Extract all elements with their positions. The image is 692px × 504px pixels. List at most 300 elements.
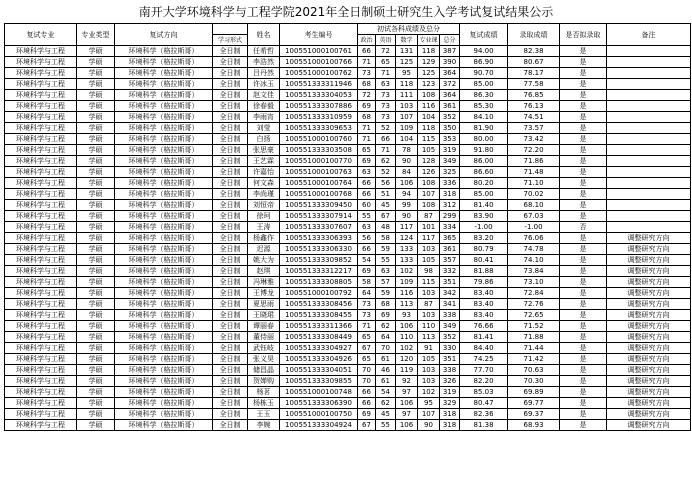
cell-remarks — [607, 57, 691, 68]
cell-major: 环境科学与工程 — [5, 189, 77, 200]
cell-direction: 环境科学（格拉斯哥） — [115, 310, 213, 321]
cell-major: 环境科学与工程 — [5, 376, 77, 387]
header-math: 数学 — [396, 35, 418, 46]
cell-mode: 全日制 — [213, 420, 248, 431]
header-name: 姓名 — [248, 24, 280, 46]
cell-professional: 105 — [418, 354, 440, 365]
cell-retest-score: -1.00 — [460, 222, 508, 233]
table-row — [5, 244, 691, 255]
cell-remarks — [607, 167, 691, 178]
cell-math: 94 — [396, 189, 418, 200]
cell-type: 学硕 — [77, 376, 115, 387]
cell-type: 学硕 — [77, 123, 115, 134]
cell-professional: 128 — [418, 156, 440, 167]
cell-mode: 全日制 — [213, 178, 248, 189]
cell-name: 王晓珺 — [248, 310, 280, 321]
cell-remarks — [607, 189, 691, 200]
table-row — [5, 266, 691, 277]
cell-professional: 103 — [418, 376, 440, 387]
cell-professional: 91 — [418, 343, 440, 354]
cell-politics: 69 — [358, 101, 376, 112]
cell-student-id: 100551000100763 — [280, 167, 358, 178]
header-admission: 录取成绩 — [508, 24, 560, 46]
cell-name: 吕丹然 — [248, 68, 280, 79]
cell-admitted: 是 — [560, 79, 607, 90]
cell-mode: 全日制 — [213, 299, 248, 310]
cell-politics: 68 — [358, 79, 376, 90]
cell-politics: 65 — [358, 332, 376, 343]
cell-math: 106 — [396, 398, 418, 409]
cell-admission-score: 70.02 — [508, 189, 560, 200]
cell-mode: 全日制 — [213, 222, 248, 233]
cell-remarks — [607, 200, 691, 211]
cell-total: 349 — [440, 156, 460, 167]
cell-direction: 环境科学（格拉斯哥） — [115, 420, 213, 431]
cell-direction: 环境科学（格拉斯哥） — [115, 222, 213, 233]
cell-student-id: 100551333309450 — [280, 200, 358, 211]
cell-student-id: 100551000100748 — [280, 387, 358, 398]
cell-name: 王涛 — [248, 222, 280, 233]
cell-admitted: 是 — [560, 123, 607, 134]
cell-english: 69 — [376, 310, 396, 321]
cell-admitted: 是 — [560, 145, 607, 156]
cell-admission-score: 72.84 — [508, 288, 560, 299]
cell-retest-score: 80.20 — [460, 178, 508, 189]
cell-mode: 全日制 — [213, 68, 248, 79]
cell-type: 学硕 — [77, 101, 115, 112]
cell-major: 环境科学与工程 — [5, 200, 77, 211]
cell-remarks: 调整研究方向 — [607, 420, 691, 431]
cell-type: 学硕 — [77, 420, 115, 431]
cell-name: 李尚瑾 — [248, 189, 280, 200]
cell-remarks — [607, 90, 691, 101]
cell-retest-score: 84.40 — [460, 343, 508, 354]
cell-major: 环境科学与工程 — [5, 365, 77, 376]
cell-professional: 110 — [418, 321, 440, 332]
cell-politics: 58 — [358, 277, 376, 288]
cell-admitted: 是 — [560, 46, 607, 57]
cell-remarks: 调整研究方向 — [607, 255, 691, 266]
cell-professional: 105 — [418, 255, 440, 266]
cell-admitted: 是 — [560, 277, 607, 288]
cell-total: 341 — [440, 299, 460, 310]
table-row — [5, 68, 691, 79]
cell-english: 52 — [376, 123, 396, 134]
cell-name: 杨鑫作 — [248, 233, 280, 244]
cell-total: 364 — [440, 68, 460, 79]
table-row — [5, 409, 691, 420]
table-row — [5, 79, 691, 90]
cell-admitted: 是 — [560, 288, 607, 299]
header-english: 英语 — [376, 35, 396, 46]
cell-name: 任希哲 — [248, 46, 280, 57]
cell-professional: 87 — [418, 299, 440, 310]
cell-remarks — [607, 134, 691, 145]
cell-major: 环境科学与工程 — [5, 211, 77, 222]
cell-professional: 102 — [418, 387, 440, 398]
cell-name: 王艺霖 — [248, 156, 280, 167]
cell-retest-score: 81.40 — [460, 200, 508, 211]
cell-type: 学硕 — [77, 46, 115, 57]
cell-english: 58 — [376, 233, 396, 244]
cell-professional: 118 — [418, 46, 440, 57]
cell-retest-score: 83.20 — [460, 233, 508, 244]
cell-total: 361 — [440, 244, 460, 255]
cell-politics: 56 — [358, 233, 376, 244]
cell-english: 59 — [376, 244, 396, 255]
cell-direction: 环境科学（格拉斯哥） — [115, 189, 213, 200]
cell-major: 环境科学与工程 — [5, 266, 77, 277]
header-mode: 学习形式 — [213, 35, 248, 46]
cell-math: 110 — [396, 332, 418, 343]
cell-retest-score: 80.79 — [460, 244, 508, 255]
cell-english: 73 — [376, 112, 396, 123]
cell-student-id: 100551333311946 — [280, 79, 358, 90]
cell-english: 73 — [376, 90, 396, 101]
cell-mode: 全日制 — [213, 244, 248, 255]
cell-name: 谭丽春 — [248, 321, 280, 332]
cell-student-id: 100551333304924 — [280, 420, 358, 431]
cell-student-id: 100551333310959 — [280, 112, 358, 123]
cell-english: 72 — [376, 46, 396, 57]
cell-name: 夏思雨 — [248, 299, 280, 310]
cell-remarks — [607, 123, 691, 134]
cell-math: 97 — [396, 409, 418, 420]
cell-admitted: 是 — [560, 211, 607, 222]
table-row — [5, 156, 691, 167]
cell-admitted: 是 — [560, 332, 607, 343]
cell-admission-score: 71.48 — [508, 167, 560, 178]
cell-mode: 全日制 — [213, 134, 248, 145]
cell-professional: 107 — [418, 409, 440, 420]
cell-admitted: 是 — [560, 101, 607, 112]
cell-mode: 全日制 — [213, 255, 248, 266]
cell-name: 赵文佳 — [248, 90, 280, 101]
cell-retest-score: 91.80 — [460, 145, 508, 156]
cell-major: 环境科学与工程 — [5, 321, 77, 332]
cell-type: 学硕 — [77, 211, 115, 222]
cell-mode: 全日制 — [213, 310, 248, 321]
cell-major: 环境科学与工程 — [5, 288, 77, 299]
cell-politics: 54 — [358, 255, 376, 266]
cell-admission-score: 72.76 — [508, 299, 560, 310]
cell-student-id: 100551000100760 — [280, 134, 358, 145]
cell-remarks — [607, 68, 691, 79]
cell-student-id: 100551000100768 — [280, 189, 358, 200]
cell-type: 学硕 — [77, 189, 115, 200]
cell-major: 环境科学与工程 — [5, 277, 77, 288]
cell-politics: 65 — [358, 354, 376, 365]
table-row — [5, 398, 691, 409]
cell-mode: 全日制 — [213, 343, 248, 354]
cell-remarks — [607, 101, 691, 112]
cell-total: 372 — [440, 79, 460, 90]
cell-name: 刘恒帝 — [248, 200, 280, 211]
cell-remarks: 调整研究方向 — [607, 332, 691, 343]
cell-math: 109 — [396, 123, 418, 134]
cell-student-id: 100551333306393 — [280, 233, 358, 244]
cell-admission-score: 72.20 — [508, 145, 560, 156]
cell-remarks: 调整研究方向 — [607, 387, 691, 398]
cell-retest-score: 84.10 — [460, 112, 508, 123]
cell-politics: 64 — [358, 288, 376, 299]
cell-math: 90 — [396, 211, 418, 222]
cell-professional: 108 — [418, 200, 440, 211]
cell-name: 杨栋玉 — [248, 398, 280, 409]
cell-total: 387 — [440, 46, 460, 57]
cell-direction: 环境科学（格拉斯哥） — [115, 233, 213, 244]
cell-professional: 113 — [418, 332, 440, 343]
cell-professional: 126 — [418, 167, 440, 178]
table-row — [5, 134, 691, 145]
cell-admission-score: 69.89 — [508, 387, 560, 398]
cell-major: 环境科学与工程 — [5, 134, 77, 145]
cell-math: 118 — [396, 79, 418, 90]
cell-politics: 67 — [358, 343, 376, 354]
cell-professional: 125 — [418, 68, 440, 79]
cell-type: 学硕 — [77, 156, 115, 167]
cell-type: 学硕 — [77, 321, 115, 332]
cell-retest-score: 81.88 — [460, 266, 508, 277]
cell-major: 环境科学与工程 — [5, 387, 77, 398]
cell-mode: 全日制 — [213, 409, 248, 420]
cell-admission-score: 76.85 — [508, 90, 560, 101]
cell-major: 环境科学与工程 — [5, 398, 77, 409]
cell-retest-score: 82.36 — [460, 409, 508, 420]
header-major: 复试专业 — [5, 24, 77, 46]
cell-remarks — [607, 156, 691, 167]
cell-name: 赵琪 — [248, 266, 280, 277]
cell-direction: 环境科学（格拉斯哥） — [115, 145, 213, 156]
table-row — [5, 112, 691, 123]
cell-politics: 69 — [358, 266, 376, 277]
cell-mode: 全日制 — [213, 156, 248, 167]
cell-english: 51 — [376, 189, 396, 200]
cell-admitted: 是 — [560, 167, 607, 178]
cell-retest-score: 85.00 — [460, 79, 508, 90]
cell-type: 学硕 — [77, 145, 115, 156]
cell-direction: 环境科学（格拉斯哥） — [115, 321, 213, 332]
cell-math: 124 — [396, 233, 418, 244]
cell-student-id: 100551333308456 — [280, 299, 358, 310]
cell-total: 352 — [440, 332, 460, 343]
cell-admission-score: 70.63 — [508, 365, 560, 376]
cell-total: 338 — [440, 310, 460, 321]
cell-remarks — [607, 79, 691, 90]
header-admitted: 是否拟录取 — [560, 24, 607, 46]
cell-direction: 环境科学（格拉斯哥） — [115, 57, 213, 68]
header-professional: 专业课 — [419, 36, 438, 44]
cell-remarks — [607, 178, 691, 189]
table-row — [5, 354, 691, 365]
cell-politics: 68 — [358, 112, 376, 123]
cell-admitted: 是 — [560, 178, 607, 189]
cell-student-id: 100551333304053 — [280, 90, 358, 101]
cell-admitted: 是 — [560, 365, 607, 376]
cell-english: 70 — [376, 343, 396, 354]
cell-admission-score: 82.38 — [508, 46, 560, 57]
cell-math: 93 — [396, 310, 418, 321]
cell-direction: 环境科学（格拉斯哥） — [115, 387, 213, 398]
header-remarks: 备注 — [607, 24, 691, 46]
cell-total: 351 — [440, 354, 460, 365]
cell-type: 学硕 — [77, 79, 115, 90]
cell-english: 65 — [376, 57, 396, 68]
header-retest: 复试成绩 — [460, 24, 508, 46]
cell-admitted: 是 — [560, 233, 607, 244]
cell-name: 冯琳雅 — [248, 277, 280, 288]
cell-type: 学硕 — [77, 222, 115, 233]
cell-retest-score: 74.25 — [460, 354, 508, 365]
cell-remarks — [607, 211, 691, 222]
cell-remarks — [607, 222, 691, 233]
cell-name: 李浩然 — [248, 57, 280, 68]
cell-english: 45 — [376, 409, 396, 420]
cell-name: 董侍丽 — [248, 332, 280, 343]
cell-admitted: 是 — [560, 68, 607, 79]
cell-math: 133 — [396, 244, 418, 255]
cell-mode: 全日制 — [213, 365, 248, 376]
table-row — [5, 233, 691, 244]
cell-name: 姚大为 — [248, 255, 280, 266]
cell-politics: 66 — [358, 387, 376, 398]
cell-major: 环境科学与工程 — [5, 123, 77, 134]
cell-type: 学硕 — [77, 90, 115, 101]
cell-math: 131 — [396, 46, 418, 57]
cell-politics: 65 — [358, 145, 376, 156]
table-row — [5, 46, 691, 57]
cell-admission-score: 72.65 — [508, 310, 560, 321]
cell-retest-score: 83.40 — [460, 288, 508, 299]
cell-student-id: 100551333309852 — [280, 255, 358, 266]
cell-major: 环境科学与工程 — [5, 244, 77, 255]
cell-professional: 115 — [418, 134, 440, 145]
cell-admission-score: 71.86 — [508, 156, 560, 167]
cell-mode: 全日制 — [213, 288, 248, 299]
cell-professional: 101 — [418, 222, 440, 233]
cell-retest-score: 76.66 — [460, 321, 508, 332]
cell-total: 390 — [440, 57, 460, 68]
cell-admitted: 是 — [560, 321, 607, 332]
cell-student-id: 100551333304051 — [280, 365, 358, 376]
cell-total: 318 — [440, 420, 460, 431]
cell-mode: 全日制 — [213, 57, 248, 68]
cell-math: 90 — [396, 156, 418, 167]
cell-professional: 108 — [418, 90, 440, 101]
cell-politics: 71 — [358, 134, 376, 145]
cell-name: 徐春毅 — [248, 101, 280, 112]
cell-english: 62 — [376, 321, 396, 332]
cell-major: 环境科学与工程 — [5, 46, 77, 57]
cell-name: 贺婵购 — [248, 376, 280, 387]
cell-retest-score: 85.03 — [460, 387, 508, 398]
cell-name: 刘莹 — [248, 123, 280, 134]
cell-english: 63 — [376, 79, 396, 90]
cell-type: 学硕 — [77, 244, 115, 255]
cell-remarks: 调整研究方向 — [607, 277, 691, 288]
cell-type: 学硕 — [77, 233, 115, 244]
cell-professional: 118 — [418, 123, 440, 134]
table-row — [5, 343, 691, 354]
cell-type: 学硕 — [77, 112, 115, 123]
cell-admission-score: 78.17 — [508, 68, 560, 79]
cell-retest-score: 85.00 — [460, 189, 508, 200]
cell-politics: 71 — [358, 57, 376, 68]
cell-mode: 全日制 — [213, 277, 248, 288]
table-row — [5, 365, 691, 376]
cell-math: 120 — [396, 354, 418, 365]
cell-retest-score: 85.30 — [460, 101, 508, 112]
cell-remarks: 调整研究方向 — [607, 299, 691, 310]
cell-admission-score: 71.42 — [508, 354, 560, 365]
cell-admission-score: 67.03 — [508, 211, 560, 222]
cell-retest-score: 80.47 — [460, 398, 508, 409]
cell-math: 116 — [396, 288, 418, 299]
cell-total: 364 — [440, 90, 460, 101]
cell-type: 学硕 — [77, 354, 115, 365]
cell-student-id: 100551333308449 — [280, 332, 358, 343]
cell-mode: 全日制 — [213, 79, 248, 90]
cell-direction: 环境科学（格拉斯哥） — [115, 156, 213, 167]
cell-professional: 105 — [418, 145, 440, 156]
cell-professional: 103 — [418, 310, 440, 321]
cell-direction: 环境科学（格拉斯哥） — [115, 90, 213, 101]
cell-politics: 60 — [358, 200, 376, 211]
cell-math: 117 — [396, 222, 418, 233]
cell-math: 111 — [396, 90, 418, 101]
cell-retest-score: 83.40 — [460, 310, 508, 321]
cell-mode: 全日制 — [213, 321, 248, 332]
cell-direction: 环境科学（格拉斯哥） — [115, 134, 213, 145]
cell-admitted: 是 — [560, 112, 607, 123]
cell-type: 学硕 — [77, 68, 115, 79]
cell-admission-score: 74.78 — [508, 244, 560, 255]
cell-student-id: 100551000100764 — [280, 178, 358, 189]
cell-major: 环境科学与工程 — [5, 79, 77, 90]
cell-direction: 环境科学（格拉斯哥） — [115, 343, 213, 354]
cell-student-id: 100551333312217 — [280, 266, 358, 277]
cell-total: 336 — [440, 178, 460, 189]
cell-math: 125 — [396, 57, 418, 68]
cell-name: 李雨宵 — [248, 112, 280, 123]
cell-type: 学硕 — [77, 167, 115, 178]
cell-direction: 环境科学（格拉斯哥） — [115, 211, 213, 222]
cell-retest-score: 80.41 — [460, 255, 508, 266]
cell-admitted: 是 — [560, 299, 607, 310]
cell-major: 环境科学与工程 — [5, 90, 77, 101]
cell-type: 学硕 — [77, 255, 115, 266]
table-row — [5, 420, 691, 431]
cell-direction: 环境科学（格拉斯哥） — [115, 299, 213, 310]
cell-direction: 环境科学（格拉斯哥） — [115, 277, 213, 288]
cell-math: 102 — [396, 266, 418, 277]
cell-type: 学硕 — [77, 134, 115, 145]
cell-math: 102 — [396, 343, 418, 354]
cell-name: 杨茗 — [248, 387, 280, 398]
cell-english: 59 — [376, 288, 396, 299]
cell-major: 环境科学与工程 — [5, 332, 77, 343]
cell-student-id: 100551333308805 — [280, 277, 358, 288]
cell-english: 71 — [376, 68, 396, 79]
cell-admission-score: 80.67 — [508, 57, 560, 68]
cell-mode: 全日制 — [213, 123, 248, 134]
cell-remarks: 调整研究方向 — [607, 365, 691, 376]
cell-english: 46 — [376, 365, 396, 376]
cell-retest-score: 82.20 — [460, 376, 508, 387]
cell-admission-score: 74.10 — [508, 255, 560, 266]
cell-professional: 90 — [418, 420, 440, 431]
cell-name: 王玉 — [248, 409, 280, 420]
